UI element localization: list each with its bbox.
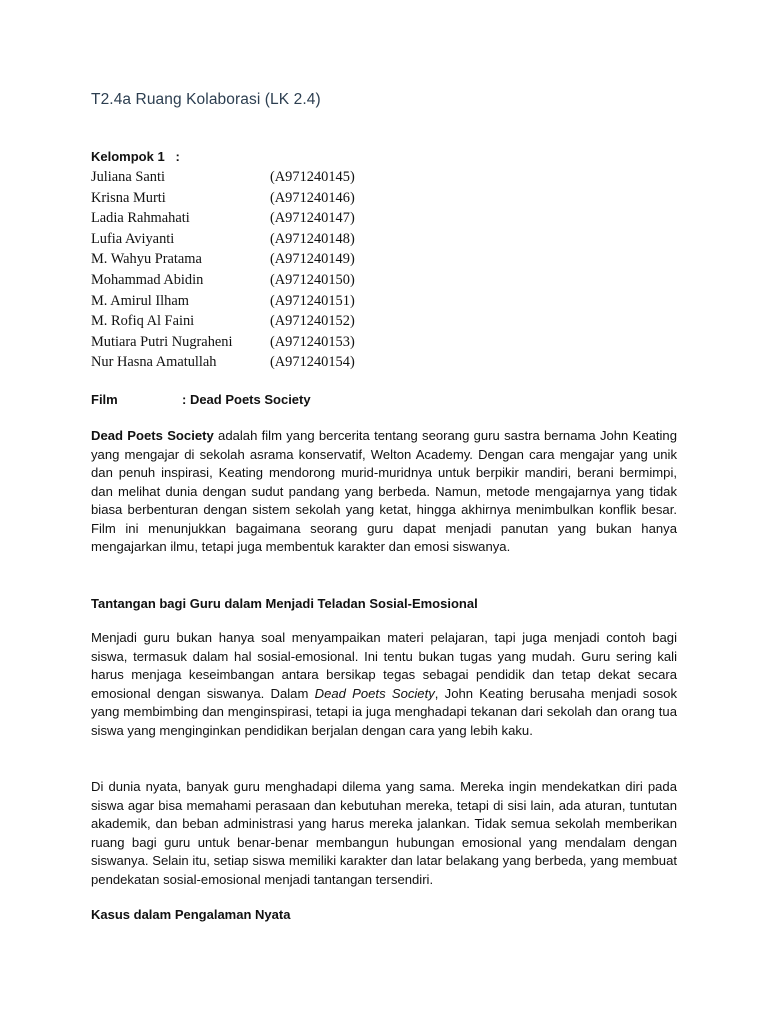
challenges-text-a: Menjadi guru bukan hanya soal menyampaikan materi pelajaran, tapi juga menjadi contoh bagi siswa, termasuk dalam hal sosial-emosional. Ini tentu bukan tugas yang mudah. Guru sering kali harus menjaga keseimbangan antara bersikap tegas sebagai pendidik dan tetap dekat secara emosional dengan siswanya. Dalam xyxy=(91,630,677,701)
challenges-film-italic: Dead Poets Society xyxy=(314,685,435,701)
member-id: (A971240150) xyxy=(270,271,355,288)
film-value: : Dead Poets Society xyxy=(182,392,311,407)
intro-text: adalah film yang bercerita tentang seorang guru sastra bernama John Keating yang mengajar di sekolah asrama konservatif, Welton Academy. Dengan cara mengajar yang unik dan penuh inspirasi, Keating mendorong murid-muridnya untuk berpikir mandiri, berani bermimpi, dan melihat dunia dengan sudut pandang yang berbeda. Namun, metode mengajarnya yang tidak biasa berbenturan dengan sistem sekolah yang ketat, hingga akhirnya menimbulkan konflik besar. Film ini menunjukkan bagaimana seorang guru dapat menjadi panutan yang bukan hanya mengajarkan ilmu, tetapi juga membentuk karakter dan emosi siswanya. xyxy=(91,428,677,554)
section-heading-challenges: Tantangan bagi Guru dalam Menjadi Teladan Sosial-Emosional xyxy=(91,596,478,611)
member-row xyxy=(91,208,391,229)
member-id: (A971240151) xyxy=(270,292,355,309)
member-row xyxy=(91,311,391,332)
member-id: (A971240145) xyxy=(270,169,355,185)
intro-paragraph xyxy=(91,427,677,557)
member-name: M. Amirul Ilham xyxy=(91,292,189,309)
member-id: (A971240153) xyxy=(270,333,355,350)
member-name: M. Rofiq Al Faini xyxy=(91,313,195,330)
document-title: T2.4a Ruang Kolaborasi (LK 2.4) xyxy=(91,91,321,108)
member-row xyxy=(91,291,391,312)
member-name: Ladia Rahmahati xyxy=(91,210,190,227)
member-row xyxy=(91,332,391,353)
member-row xyxy=(91,188,391,209)
member-row xyxy=(91,249,391,270)
member-id: (A971240149) xyxy=(270,251,355,268)
member-row xyxy=(91,352,391,373)
member-name: Juliana Santi xyxy=(91,169,165,185)
intro-bold-lead: Dead Poets Society xyxy=(91,428,214,443)
member-name: Mohammad Abidin xyxy=(91,271,204,288)
challenges-paragraph xyxy=(91,629,677,740)
member-name: Krisna Murti xyxy=(91,189,166,206)
member-name: Mutiara Putri Nugraheni xyxy=(91,333,233,350)
member-id: (A971240154) xyxy=(270,354,355,371)
section-heading-real-cases: Kasus dalam Pengalaman Nyata xyxy=(91,907,291,922)
member-row xyxy=(91,270,391,291)
member-name: Lufia Aviyanti xyxy=(91,230,175,247)
member-id: (A971240147) xyxy=(270,210,355,227)
member-id: (A971240148) xyxy=(270,230,355,247)
member-list xyxy=(91,167,391,373)
film-label: Film xyxy=(91,392,118,407)
member-id: (A971240152) xyxy=(270,313,355,330)
challenges-text-b: , John Keating berusaha menjadi sosok yang membimbing dan menginspirasi, tetapi ia juga menghadapi tekanan dari sekolah dan orang tua siswa yang menginginkan pendidikan berjalan dengan cara yang lebih kaku. xyxy=(91,685,677,738)
group-label: Kelompok 1 : xyxy=(91,149,180,164)
member-name: M. Wahyu Pratama xyxy=(91,251,202,268)
member-name: Nur Hasna Amatullah xyxy=(91,354,217,371)
member-row xyxy=(91,167,391,188)
member-id: (A971240146) xyxy=(270,189,355,206)
real-world-paragraph: Di dunia nyata, banyak guru menghadapi dilema yang sama. Mereka ingin mendekatkan diri pada siswa agar bisa memahami perasaan dan kebutuhan mereka, tetapi di sisi lain, ada aturan, tuntutan akademik, dan beban administrasi yang harus mereka jalankan. Tidak semua sekolah memberikan ruang bagi guru untuk benar-benar membangun hubungan emosional yang mendalam dengan siswanya. Selain itu, setiap siswa memiliki karakter dan latar belakang yang berbeda, yang membuat pendekatan sosial-emosional menjadi tantangan tersendiri. xyxy=(91,779,677,887)
member-row xyxy=(91,229,391,250)
